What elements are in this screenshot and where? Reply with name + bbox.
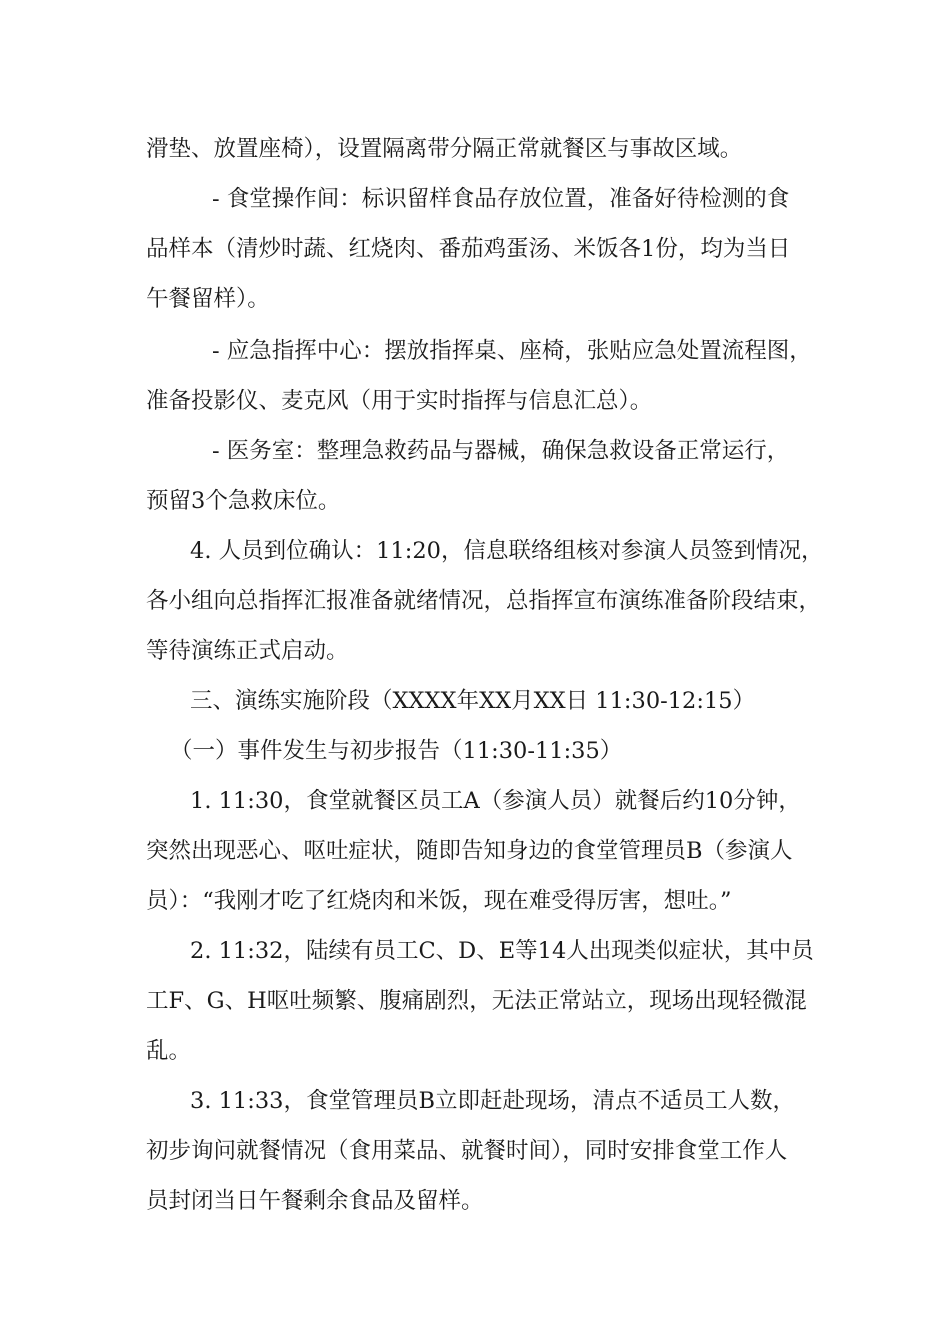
text-line: 预留3个急救床位。 — [146, 488, 341, 514]
text-line: 1. 11:30，食堂就餐区员工A（参演人员）就餐后约10分钟， — [190, 788, 801, 814]
subsection-heading: （一）事件发生与初步报告（11:30-11:35） — [170, 738, 623, 764]
text-line: 员）：“我刚才吃了红烧肉和米饭，现在难受得厉害，想吐。” — [146, 888, 732, 914]
text-line: 准备投影仪、麦克风（用于实时指挥与信息汇总）。 — [146, 388, 653, 414]
text-line: 滑垫、放置座椅），设置隔离带分隔正常就餐区与事故区域。 — [146, 136, 743, 162]
text-line: 工F、G、H呕吐频繁、腹痛剧烈，无法正常站立，现场出现轻微混 — [146, 988, 807, 1014]
text-line: 4. 人员到位确认：11:20，信息联络组核对参演人员签到情况， — [190, 538, 824, 564]
text-line: 品样本（清炒时蔬、红烧肉、番茄鸡蛋汤、米饭各1份，均为当日 — [146, 236, 791, 262]
text-line: 午餐留样）。 — [146, 286, 270, 312]
section-heading: 三、演练实施阶段（XXXX年XX月XX日 11:30-12:15） — [190, 688, 756, 714]
text-line: 乱。 — [146, 1038, 192, 1064]
text-line: 等待演练正式启动。 — [146, 638, 349, 664]
text-line: - 应急指挥中心：摆放指挥桌、座椅，张贴应急处置流程图， — [212, 338, 812, 364]
text-line: 2. 11:32，陆续有员工C、D、E等14人出现类似症状，其中员 — [190, 938, 814, 964]
text-line: 员封闭当日午餐剩余食品及留样。 — [146, 1188, 484, 1214]
text-line: 突然出现恶心、呕吐症状，随即告知身边的食堂管理员B（参演人 — [146, 838, 793, 864]
text-line: 3. 11:33，食堂管理员B立即赶赴现场，清点不适员工人数， — [190, 1088, 795, 1114]
text-line: 初步询问就餐情况（食用菜品、就餐时间），同时安排食堂工作人 — [146, 1138, 788, 1164]
text-line: - 食堂操作间：标识留样食品存放位置，准备好待检测的食 — [212, 186, 790, 212]
text-line: - 医务室：整理急救药品与器械，确保急救设备正常运行， — [212, 438, 790, 464]
text-line: 各小组向总指挥汇报准备就绪情况，总指挥宣布演练准备阶段结束， — [146, 588, 822, 614]
